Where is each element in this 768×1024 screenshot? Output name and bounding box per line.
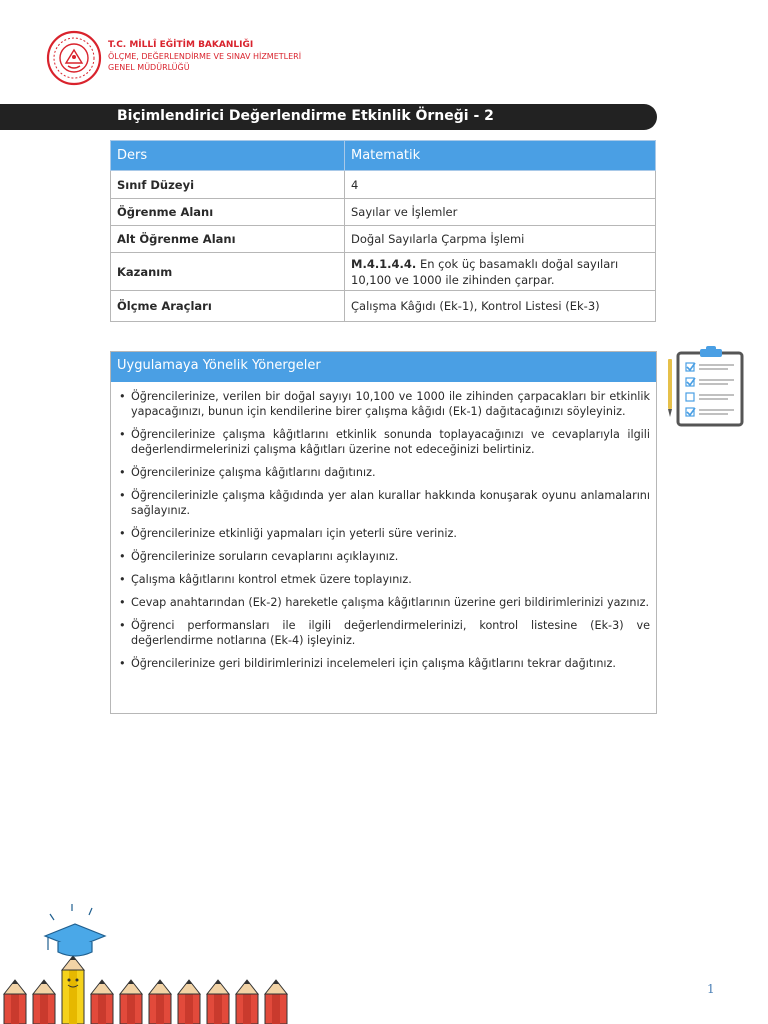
list-item [119,389,650,419]
table-row [111,199,656,226]
bullet: • [119,466,126,479]
list-item [119,656,650,671]
bullet: • [119,657,126,670]
organization-name [108,40,301,73]
list-item-text: Öğrencilerinizle çalışma kâğıdında yer alan kurallar hakkında konuşarak oyunu anlamalarını sağlayınız. [131,489,650,517]
pencil-icon [62,956,84,1024]
table-row [111,253,656,291]
list-item-text: Çalışma kâğıtlarını kontrol etmek üzere toplayınız. [131,573,412,586]
bullet: • [119,573,126,586]
row-value: Sayılar ve İşlemler [345,199,656,226]
pencil-icon [4,980,26,1024]
bullet: • [119,619,126,632]
list-item-text: Öğrenci performansları ile ilgili değerlendirmelerinizi, kontrol listesine (Ek-3) ve değerlendirme notlarına (Ek-4) işleyiniz. [131,619,650,647]
list-item [119,427,650,457]
meb-seal-icon [44,30,104,86]
row-value: Çalışma Kâğıdı (Ek-1), Kontrol Listesi (Ek-3) [345,291,656,322]
list-item [119,488,650,518]
directions-heading: Uygulamaya Yönelik Yönergeler [111,352,656,382]
table-header-cell: Matematik [345,141,656,171]
bullet: • [119,489,126,502]
list-item-text: Öğrencilerinize çalışma kâğıtlarını etkinlik sonunda toplayacağınızı ve cevaplarıyla ilgili değerlendirmelerinizi çalışma kâğıtları üzerine not edeceğinizi belirtiniz. [131,428,650,456]
list-item-text: Öğrencilerinize etkinliği yapmaları için yeterli süre veriniz. [131,527,457,540]
pencil-icon [178,980,200,1024]
pencils-graduation-cap-illustration [0,896,300,1024]
page-title: Biçimlendirici Değerlendirme Etkinlik Örneği - 2 [117,108,494,124]
table-row [111,171,656,199]
title-bar [0,104,657,130]
table-row [111,291,656,322]
clipboard-checklist-icon [668,345,748,431]
list-item [119,618,650,648]
list-item [119,572,650,587]
pencil-icon [265,980,287,1024]
org-line-2: ÖLÇME, DEĞERLENDİRME VE SINAV HİZMETLERİ [108,52,302,61]
graduation-cap-icon [45,904,105,956]
list-item-text: Öğrencilerinize, verilen bir doğal sayıyı 10,100 ve 1000 ile zihinden çarpacakları bir etkinlik yapacağınızı, bunun için kendilerine birer çalışma kâğıdı (Ek-1) dağıtacağınızı söyleyiniz. [131,390,650,418]
bullet: • [119,550,126,563]
table-header-row [111,141,656,171]
list-item-text: Cevap anahtarından (Ek-2) hareketle çalışma kâğıtlarının üzerine geri bildirimlerinizi yazınız. [131,596,650,609]
row-label: Kazanım [111,253,345,291]
pencil-icon [33,980,55,1024]
row-label: Öğrenme Alanı [111,199,345,226]
pencil-icon [91,980,113,1024]
row-value [345,253,656,291]
table-header-cell: Ders [111,141,345,171]
list-item [119,549,650,564]
bullet: • [119,596,126,609]
directions-box [110,351,657,714]
bullet: • [119,428,126,441]
row-label: Sınıf Düzeyi [111,171,345,199]
outcome-code: M.4.1.4.4. [351,256,417,271]
row-value: 4 [345,171,656,199]
page-number: 1 [707,982,715,996]
outcome-text: En çok üç basamaklı doğal sayıları 10,100 ve 1000 ile zihinden çarpar. [351,256,619,287]
bullet: • [119,390,126,403]
list-item-text: Öğrencilerinize soruların cevaplarını açıklayınız. [131,550,399,563]
info-table [110,140,656,322]
row-label: Ölçme Araçları [111,291,345,322]
list-item [119,526,650,541]
table-row [111,226,656,253]
list-item [119,465,650,480]
list-item-text: Öğrencilerinize geri bildirimlerinizi incelemeleri için çalışma kâğıtlarını tekrar dağıtınız. [131,657,616,670]
pencil-icon [120,980,142,1024]
pencil-icon [149,980,171,1024]
bullet: • [119,527,126,540]
pencil-icon [236,980,258,1024]
directions-list [111,382,656,671]
pencil-icon [207,980,229,1024]
org-line-3: GENEL MÜDÜRLÜĞÜ [108,63,190,72]
row-value: Doğal Sayılarla Çarpma İşlemi [345,226,656,253]
list-item [119,595,650,610]
list-item-text: Öğrencilerinize çalışma kâğıtlarını dağıtınız. [131,466,376,479]
row-label: Alt Öğrenme Alanı [111,226,345,253]
org-line-1: T.C. MİLLÎ EĞİTİM BAKANLIĞI [108,40,254,50]
